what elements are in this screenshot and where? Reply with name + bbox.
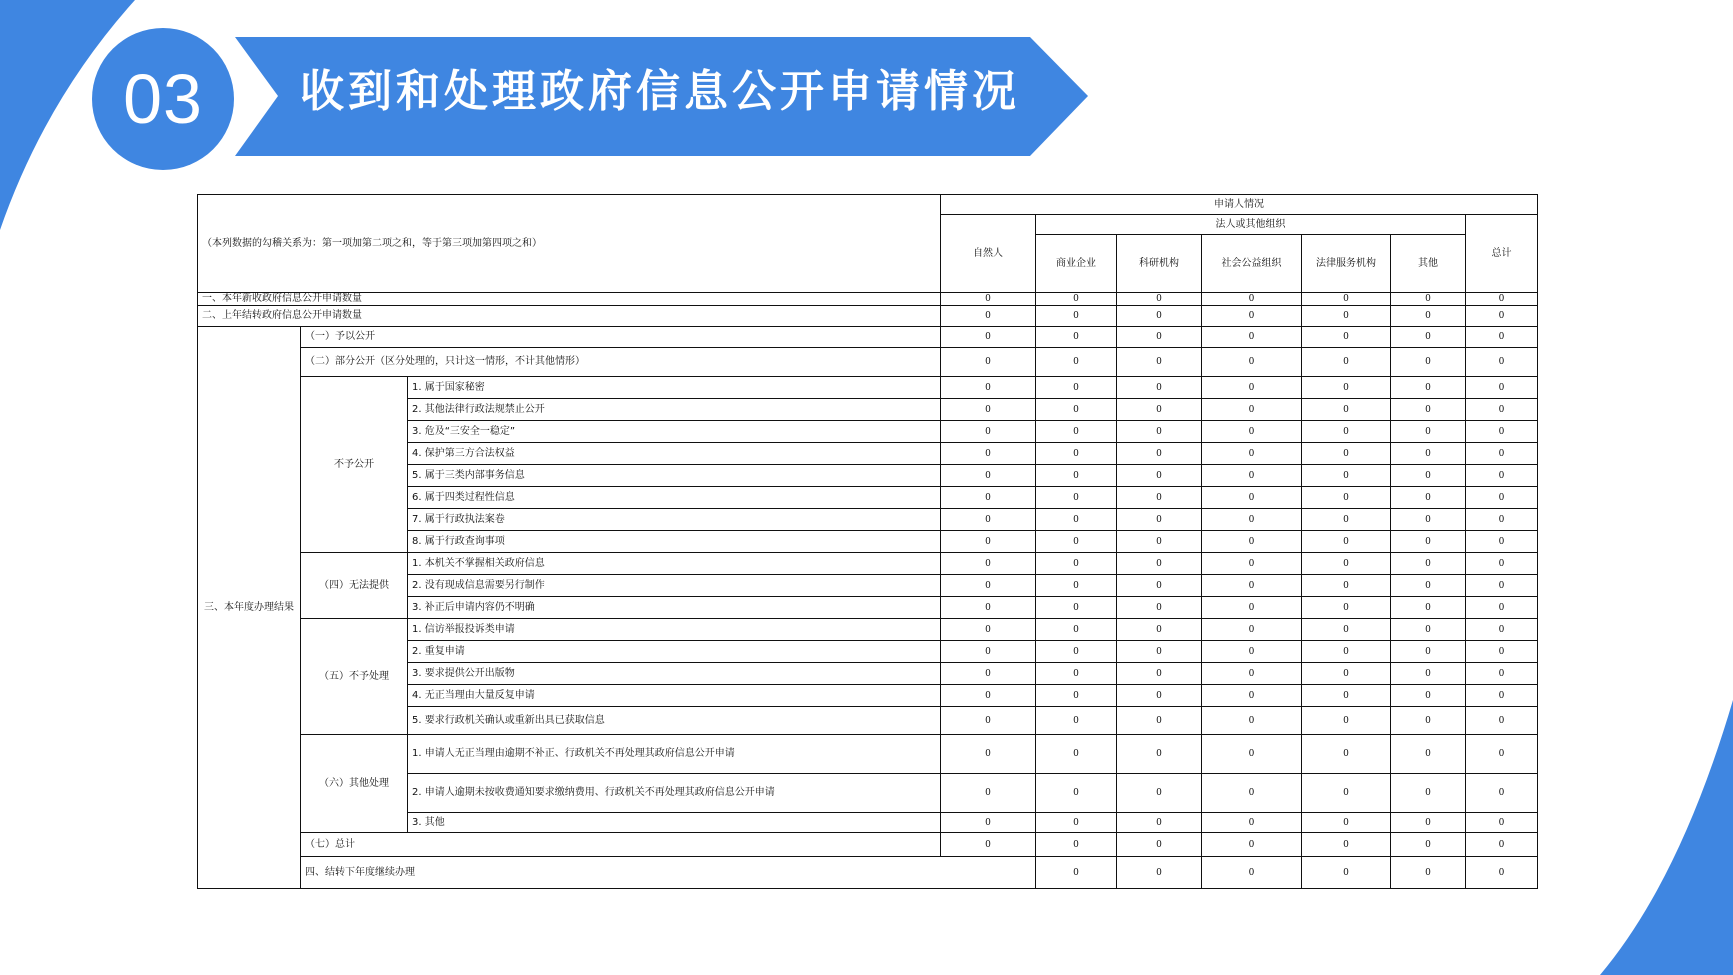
value-cell: 0	[1202, 465, 1302, 487]
value-cell: 0	[1302, 735, 1391, 774]
value-cell: 0	[1391, 641, 1466, 663]
col-nonprofit: 社会公益组织	[1202, 235, 1302, 293]
value-cell: 0	[1117, 377, 1202, 399]
value-cell: 0	[1391, 327, 1466, 348]
row-label: 2. 其他法律行政法规禁止公开	[408, 399, 941, 421]
group-label-noprocess: （五）不予处理	[301, 619, 408, 735]
value-cell: 0	[941, 685, 1036, 707]
row-unable	[198, 553, 1538, 575]
value-cell: 0	[1302, 641, 1391, 663]
value-cell: 0	[1466, 443, 1538, 465]
value-cell: 0	[1202, 619, 1302, 641]
value-cell: 0	[1391, 857, 1466, 889]
value-cell: 0	[1202, 685, 1302, 707]
value-cell: 0	[1036, 487, 1117, 509]
page-title: 收到和处理政府信息公开申请情况	[300, 66, 1020, 117]
value-cell: 0	[1117, 487, 1202, 509]
value-cell: 0	[1036, 685, 1117, 707]
value-cell: 0	[1391, 293, 1466, 306]
row-label: （一）予以公开	[301, 327, 941, 348]
value-cell: 0	[1302, 399, 1391, 421]
group-label-unable: （四）无法提供	[301, 553, 408, 619]
value-cell: 0	[941, 735, 1036, 774]
value-cell: 0	[1117, 465, 1202, 487]
row-subtotal	[198, 833, 1538, 857]
value-cell: 0	[1302, 293, 1391, 306]
col-research: 科研机构	[1117, 235, 1202, 293]
value-cell: 0	[1202, 443, 1302, 465]
value-cell: 0	[941, 553, 1036, 575]
header-row-1	[198, 195, 1538, 215]
value-cell: 0	[1117, 597, 1202, 619]
value-cell: 0	[1036, 377, 1117, 399]
row-label: 4. 无正当理由大量反复申请	[408, 685, 941, 707]
row-label: 四、结转下年度继续办理	[301, 857, 1036, 889]
value-cell: 0	[1117, 833, 1202, 857]
value-cell: 0	[1302, 707, 1391, 735]
value-cell: 0	[1391, 465, 1466, 487]
value-cell: 0	[1302, 465, 1391, 487]
value-cell: 0	[1391, 377, 1466, 399]
value-cell: 0	[1117, 293, 1202, 306]
row-label: 7. 属于行政执法案卷	[408, 509, 941, 531]
section-number-badge: 03	[92, 28, 234, 170]
value-cell: 0	[1302, 509, 1391, 531]
value-cell: 0	[1117, 421, 1202, 443]
value-cell: 0	[1202, 857, 1302, 889]
value-cell: 0	[941, 663, 1036, 685]
value-cell: 0	[941, 421, 1036, 443]
value-cell: 0	[1466, 377, 1538, 399]
value-cell: 0	[1036, 531, 1117, 553]
value-cell: 0	[1117, 857, 1202, 889]
group-label-other: （六）其他处理	[301, 735, 408, 833]
value-cell: 0	[1302, 348, 1391, 377]
value-cell: 0	[1036, 663, 1117, 685]
col-legal-service: 法律服务机构	[1302, 235, 1391, 293]
row-label: 6. 属于四类过程性信息	[408, 487, 941, 509]
value-cell: 0	[1391, 553, 1466, 575]
value-cell: 0	[1036, 597, 1117, 619]
value-cell: 0	[1117, 641, 1202, 663]
value-cell: 0	[1466, 306, 1538, 327]
value-cell: 0	[1302, 597, 1391, 619]
value-cell: 0	[1202, 421, 1302, 443]
value-cell: 0	[1466, 685, 1538, 707]
value-cell: 0	[1036, 421, 1117, 443]
value-cell: 0	[1466, 465, 1538, 487]
row-label: 4. 保护第三方合法权益	[408, 443, 941, 465]
value-cell: 0	[1466, 327, 1538, 348]
value-cell: 0	[1202, 293, 1302, 306]
row-carry-forward	[198, 857, 1538, 889]
value-cell: 0	[1466, 619, 1538, 641]
bottom-right-arc	[1600, 700, 1733, 975]
value-cell: 0	[1466, 663, 1538, 685]
value-cell: 0	[1202, 487, 1302, 509]
value-cell: 0	[1466, 487, 1538, 509]
value-cell: 0	[1036, 774, 1117, 813]
value-cell: 0	[1466, 735, 1538, 774]
table-note: （本列数据的勾稽关系为：第一项加第二项之和，等于第三项加第四项之和）	[198, 195, 941, 293]
value-cell: 0	[1391, 663, 1466, 685]
value-cell: 0	[1302, 443, 1391, 465]
value-cell: 0	[1117, 707, 1202, 735]
value-cell: 0	[1117, 306, 1202, 327]
value-cell: 0	[1202, 575, 1302, 597]
value-cell: 0	[1036, 327, 1117, 348]
value-cell: 0	[941, 348, 1036, 377]
col-org-other: 其他	[1391, 235, 1466, 293]
row-label: 一、本年新收政府信息公开申请数量	[198, 293, 941, 306]
value-cell: 0	[1466, 531, 1538, 553]
value-cell: 0	[941, 707, 1036, 735]
value-cell: 0	[1391, 348, 1466, 377]
row-label: 2. 重复申请	[408, 641, 941, 663]
value-cell: 0	[1466, 348, 1538, 377]
value-cell: 0	[1036, 348, 1117, 377]
row-noprocess	[198, 619, 1538, 641]
value-cell: 0	[1302, 685, 1391, 707]
value-cell: 0	[1302, 327, 1391, 348]
value-cell: 0	[1202, 327, 1302, 348]
section-label-results: 三、本年度办理结果	[198, 327, 301, 889]
value-cell: 0	[1117, 443, 1202, 465]
value-cell: 0	[1117, 663, 1202, 685]
value-cell: 0	[1302, 553, 1391, 575]
value-cell: 0	[1202, 377, 1302, 399]
value-cell: 0	[1466, 509, 1538, 531]
row-label: 3. 其他	[408, 813, 941, 833]
col-total: 总计	[1466, 215, 1538, 293]
value-cell: 0	[1117, 399, 1202, 421]
value-cell: 0	[1466, 421, 1538, 443]
value-cell: 0	[1202, 553, 1302, 575]
value-cell: 0	[1302, 774, 1391, 813]
value-cell: 0	[1466, 857, 1538, 889]
row-publish	[198, 327, 1538, 348]
value-cell: 0	[1302, 531, 1391, 553]
row-label: 3. 危及“三安全一稳定”	[408, 421, 941, 443]
value-cell: 0	[941, 813, 1036, 833]
value-cell: 0	[1202, 399, 1302, 421]
value-cell: 0	[1117, 553, 1202, 575]
value-cell: 0	[1202, 813, 1302, 833]
value-cell: 0	[1391, 443, 1466, 465]
col-business: 商业企业	[1036, 235, 1117, 293]
value-cell: 0	[1202, 531, 1302, 553]
value-cell: 0	[941, 327, 1036, 348]
row-label: 8. 属于行政查询事项	[408, 531, 941, 553]
value-cell: 0	[941, 443, 1036, 465]
value-cell: 0	[1036, 443, 1117, 465]
value-cell: 0	[1302, 813, 1391, 833]
value-cell: 0	[1117, 774, 1202, 813]
value-cell: 0	[1302, 663, 1391, 685]
row-label: 2. 没有现成信息需要另行制作	[408, 575, 941, 597]
value-cell: 0	[1391, 813, 1466, 833]
value-cell: 0	[1466, 641, 1538, 663]
value-cell: 0	[1036, 833, 1117, 857]
value-cell: 0	[1036, 813, 1117, 833]
row-label: 5. 属于三类内部事务信息	[408, 465, 941, 487]
row-new-requests	[198, 293, 1538, 306]
value-cell: 0	[941, 293, 1036, 306]
value-cell: 0	[1036, 509, 1117, 531]
value-cell: 0	[1036, 399, 1117, 421]
value-cell: 0	[1036, 619, 1117, 641]
col-natural-person: 自然人	[941, 215, 1036, 293]
value-cell: 0	[1036, 465, 1117, 487]
value-cell: 0	[1302, 575, 1391, 597]
value-cell: 0	[941, 531, 1036, 553]
value-cell: 0	[1117, 509, 1202, 531]
value-cell: 0	[941, 306, 1036, 327]
value-cell: 0	[1391, 735, 1466, 774]
value-cell: 0	[1117, 348, 1202, 377]
value-cell: 0	[941, 575, 1036, 597]
value-cell: 0	[941, 509, 1036, 531]
value-cell: 0	[1036, 293, 1117, 306]
value-cell: 0	[1202, 707, 1302, 735]
value-cell: 0	[1117, 575, 1202, 597]
value-cell: 0	[941, 465, 1036, 487]
value-cell: 0	[1466, 553, 1538, 575]
row-partial	[198, 348, 1538, 377]
value-cell: 0	[1391, 575, 1466, 597]
value-cell: 0	[1466, 813, 1538, 833]
value-cell: 0	[1202, 509, 1302, 531]
value-cell: 0	[1391, 685, 1466, 707]
group-label-nodisclose: 不予公开	[301, 377, 408, 553]
value-cell: 0	[1391, 531, 1466, 553]
value-cell: 0	[1202, 735, 1302, 774]
row-other	[198, 735, 1538, 774]
value-cell: 0	[1302, 487, 1391, 509]
value-cell: 0	[1036, 306, 1117, 327]
value-cell: 0	[1036, 707, 1117, 735]
value-cell: 0	[1302, 833, 1391, 857]
value-cell: 0	[941, 774, 1036, 813]
org-group-header: 法人或其他组织	[1036, 215, 1466, 235]
value-cell: 0	[1391, 399, 1466, 421]
row-label: 二、上年结转政府信息公开申请数量	[198, 306, 941, 327]
value-cell: 0	[1036, 735, 1117, 774]
value-cell: 0	[1202, 641, 1302, 663]
value-cell: 0	[1202, 306, 1302, 327]
statistics-table-wrap	[197, 194, 1537, 889]
value-cell: 0	[1117, 813, 1202, 833]
value-cell: 0	[1036, 857, 1117, 889]
statistics-table	[197, 194, 1538, 889]
value-cell: 0	[1466, 597, 1538, 619]
value-cell: 0	[941, 619, 1036, 641]
value-cell: 0	[1202, 774, 1302, 813]
value-cell: 0	[941, 833, 1036, 857]
value-cell: 0	[1466, 575, 1538, 597]
value-cell: 0	[1202, 348, 1302, 377]
applicant-group-header: 申请人情况	[941, 195, 1538, 215]
value-cell: 0	[1202, 597, 1302, 619]
value-cell: 0	[1117, 327, 1202, 348]
row-label: 5. 要求行政机关确认或重新出具已获取信息	[408, 707, 941, 735]
row-label: 1. 属于国家秘密	[408, 377, 941, 399]
value-cell: 0	[941, 399, 1036, 421]
value-cell: 0	[1036, 553, 1117, 575]
value-cell: 0	[1302, 619, 1391, 641]
row-label: 1. 本机关不掌握相关政府信息	[408, 553, 941, 575]
value-cell: 0	[1466, 707, 1538, 735]
value-cell: 0	[1036, 575, 1117, 597]
row-label: 3. 要求提供公开出版物	[408, 663, 941, 685]
value-cell: 0	[1466, 399, 1538, 421]
value-cell: 0	[1466, 293, 1538, 306]
row-nodisclose	[198, 377, 1538, 399]
value-cell: 0	[1391, 597, 1466, 619]
value-cell: 0	[941, 377, 1036, 399]
value-cell: 0	[941, 487, 1036, 509]
value-cell: 0	[1391, 487, 1466, 509]
value-cell: 0	[1036, 641, 1117, 663]
row-label: 3. 补正后申请内容仍不明确	[408, 597, 941, 619]
value-cell: 0	[1466, 774, 1538, 813]
value-cell: 0	[1302, 857, 1391, 889]
value-cell: 0	[1391, 306, 1466, 327]
value-cell: 0	[1202, 663, 1302, 685]
value-cell: 0	[1466, 833, 1538, 857]
row-label: 2. 申请人逾期未按收费通知要求缴纳费用、行政机关不再处理其政府信息公开申请	[408, 774, 941, 813]
value-cell: 0	[1117, 531, 1202, 553]
value-cell: 0	[1391, 619, 1466, 641]
value-cell: 0	[1391, 774, 1466, 813]
row-carried-over	[198, 306, 1538, 327]
value-cell: 0	[1302, 421, 1391, 443]
value-cell: 0	[1302, 377, 1391, 399]
value-cell: 0	[1117, 619, 1202, 641]
value-cell: 0	[1391, 509, 1466, 531]
value-cell: 0	[941, 597, 1036, 619]
value-cell: 0	[1302, 306, 1391, 327]
value-cell: 0	[1117, 685, 1202, 707]
value-cell: 0	[1117, 735, 1202, 774]
row-label: （二）部分公开（区分处理的，只计这一情形，不计其他情形）	[301, 348, 941, 377]
value-cell: 0	[1391, 421, 1466, 443]
value-cell: 0	[941, 641, 1036, 663]
row-label: 1. 信访举报投诉类申请	[408, 619, 941, 641]
value-cell: 0	[1391, 833, 1466, 857]
value-cell: 0	[1391, 707, 1466, 735]
value-cell: 0	[1202, 833, 1302, 857]
row-label: （七）总计	[301, 833, 941, 857]
row-label: 1. 申请人无正当理由逾期不补正、行政机关不再处理其政府信息公开申请	[408, 735, 941, 774]
